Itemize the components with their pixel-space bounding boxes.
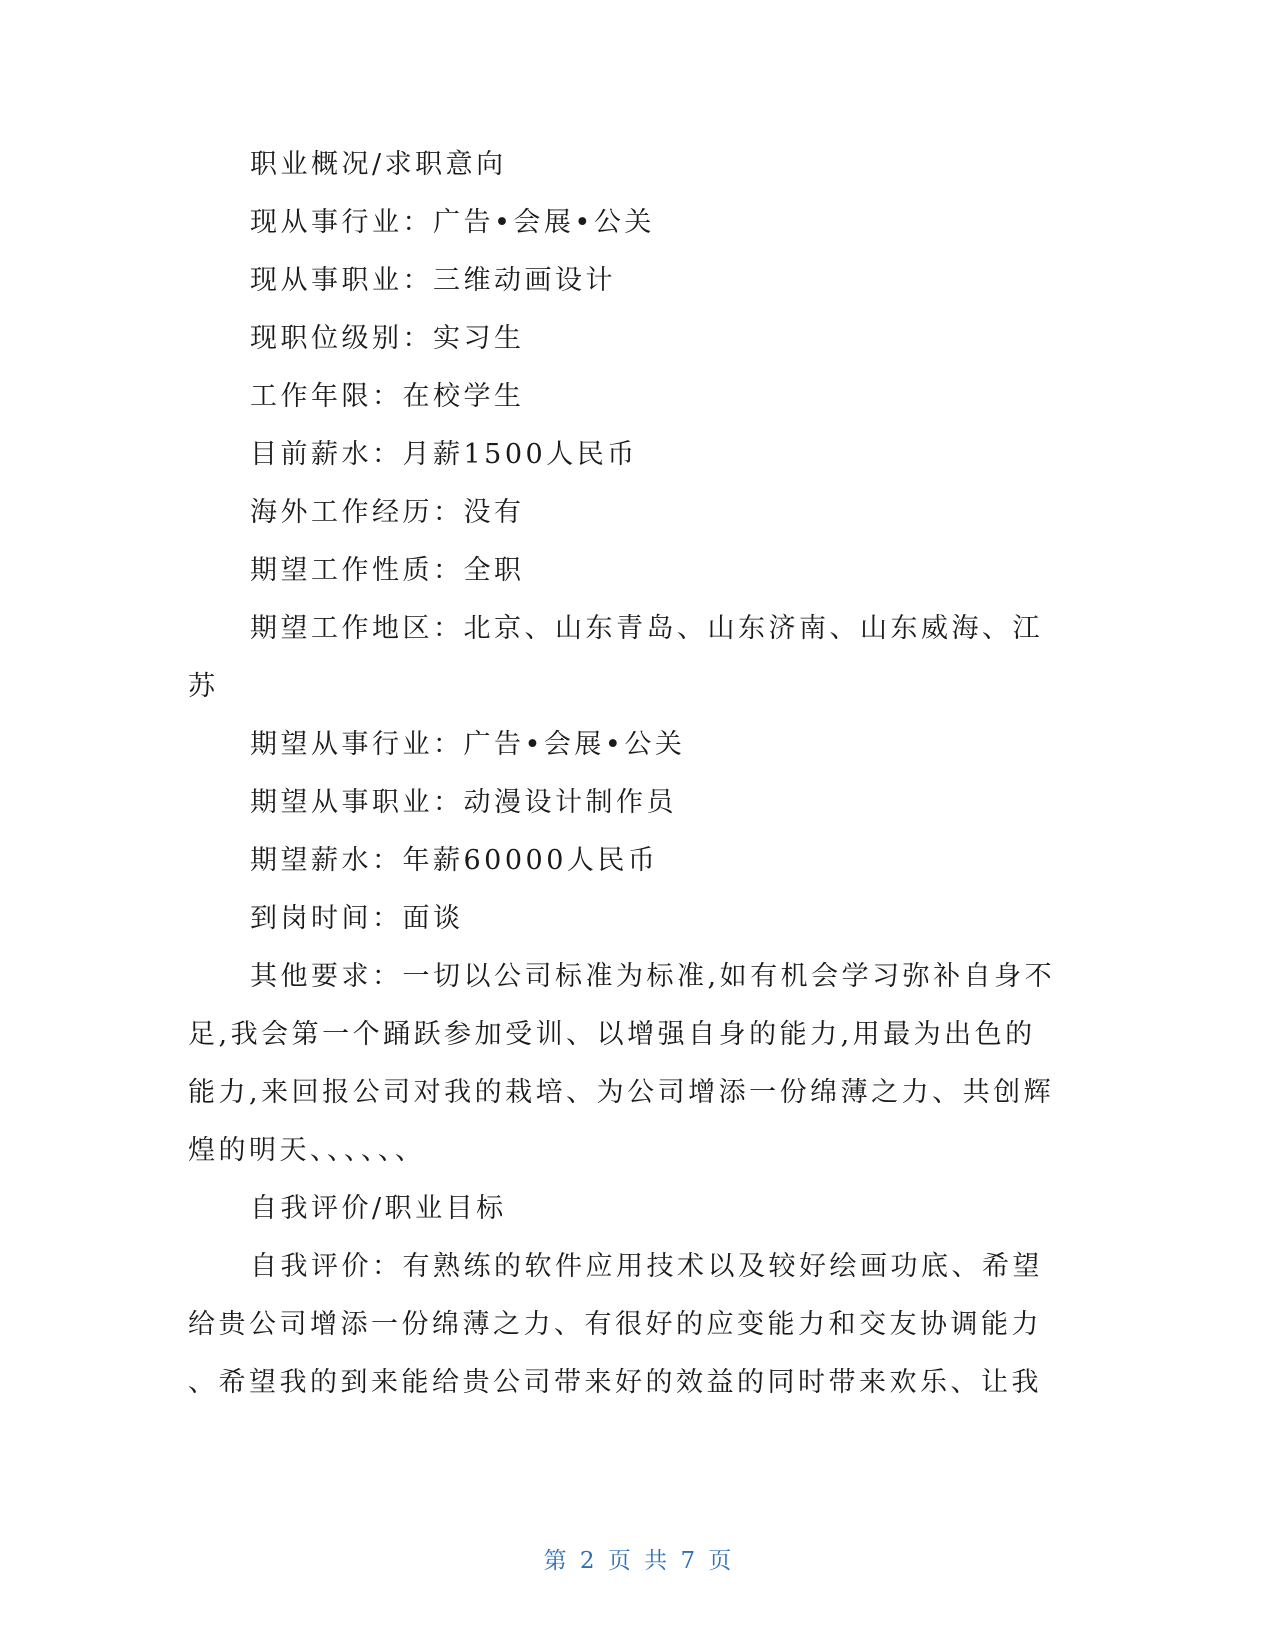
text-line: 目前薪水：月薪1500人民币 <box>250 439 638 470</box>
text-line: 现职位级别：实习生 <box>250 323 525 354</box>
text-line: 给贵公司增添一份绵薄之力、有很好的应变能力和交友协调能力 <box>188 1309 1042 1340</box>
text-line: 期望工作地区：北京、山东青岛、山东济南、山东威海、江 <box>250 613 1043 644</box>
page-number-footer: 第 2 页 共 7 页 <box>543 1548 732 1574</box>
text-line: 工作年限：在校学生 <box>250 381 525 412</box>
section-heading: 自我评价/职业目标 <box>250 1193 507 1224</box>
text-line: 现从事行业：广告•会展•公关 <box>250 207 655 238</box>
text-line: 能力,来回报公司对我的栽培、为公司增添一份绵薄之力、共创辉 <box>188 1077 1055 1108</box>
section-heading: 职业概况/求职意向 <box>250 149 507 180</box>
text-line: 、希望我的到来能给贵公司带来好的效益的同时带来欢乐、让我 <box>188 1367 1042 1398</box>
text-line: 自我评价：有熟练的软件应用技术以及较好绘画功底、希望 <box>250 1251 1043 1282</box>
text-line: 足,我会第一个踊跃参加受训、以增强自身的能力,用最为出色的 <box>188 1019 1036 1050</box>
text-line: 现从事职业：三维动画设计 <box>250 265 616 296</box>
text-line: 期望工作性质：全职 <box>250 555 525 586</box>
text-line: 海外工作经历：没有 <box>250 497 525 528</box>
text-line: 期望薪水：年薪60000人民币 <box>250 845 659 876</box>
text-line: 到岗时间：面谈 <box>250 903 464 934</box>
text-line: 其他要求：一切以公司标准为标准,如有机会学习弥补自身不 <box>250 961 1056 992</box>
text-line: 期望从事行业：广告•会展•公关 <box>250 729 686 760</box>
text-line: 煌的明天、、、、、、 <box>188 1135 426 1166</box>
text-line: 期望从事职业：动漫设计制作员 <box>250 787 677 818</box>
text-line: 苏 <box>188 671 219 702</box>
